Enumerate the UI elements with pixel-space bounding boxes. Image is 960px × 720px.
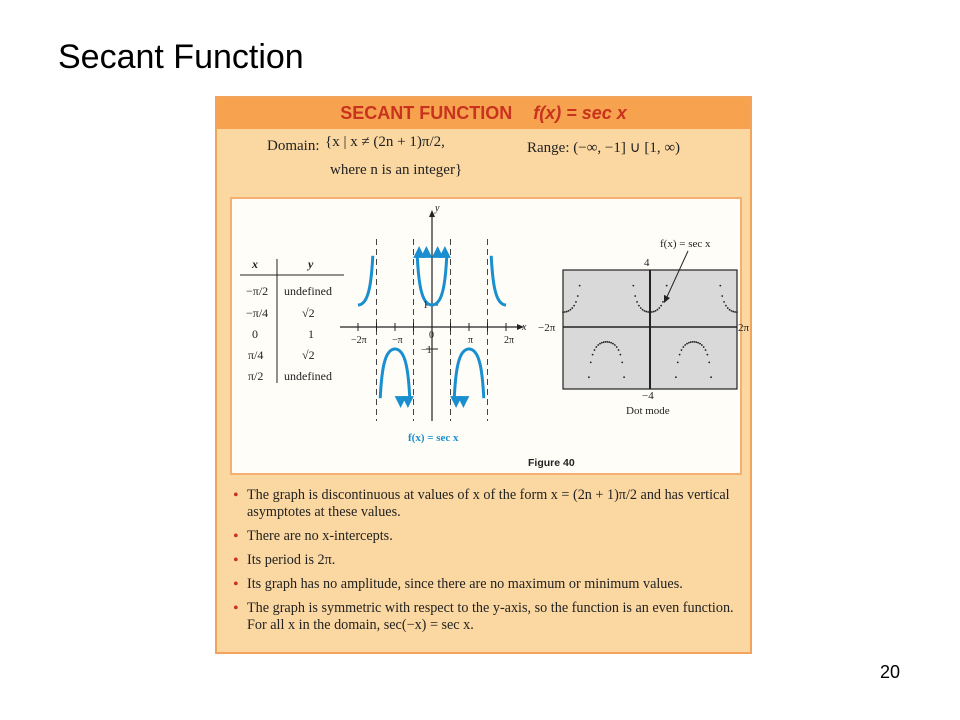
calc-dot bbox=[636, 301, 638, 303]
figure-graphic bbox=[232, 199, 750, 473]
calc-dot bbox=[649, 311, 651, 313]
table-cell-y: undefined bbox=[284, 284, 332, 298]
calc-dot bbox=[634, 295, 636, 297]
panel-header bbox=[217, 98, 750, 129]
calc-dot bbox=[623, 376, 625, 378]
domain-condition: where n is an integer} bbox=[330, 162, 463, 178]
table-cell-y: 1 bbox=[308, 327, 314, 341]
calc-dot bbox=[638, 305, 640, 307]
list-item: • The graph is discontinuous at values of x of the form x = (2n + 1)π/2 and has vertical asymptotes at these values. bbox=[231, 487, 743, 521]
curve-arrow bbox=[416, 249, 423, 256]
calc-y-min: −4 bbox=[642, 390, 654, 402]
calc-dot bbox=[653, 311, 655, 313]
calc-y-max: 4 bbox=[644, 257, 650, 269]
calc-dot bbox=[612, 343, 614, 345]
calc-dot bbox=[618, 349, 620, 351]
x-tick-label: −2π bbox=[351, 335, 367, 346]
calc-dot bbox=[619, 354, 621, 356]
calc-dot bbox=[725, 305, 727, 307]
list-item: • Its graph has no amplitude, since there are no maximum or minimum values. bbox=[231, 576, 743, 593]
calculator-screen bbox=[538, 238, 750, 417]
calc-dot bbox=[642, 309, 644, 311]
secant-graph bbox=[340, 203, 527, 444]
figure-box bbox=[230, 197, 750, 475]
calc-dot bbox=[577, 295, 579, 297]
calc-dot bbox=[632, 285, 634, 287]
calc-dot bbox=[607, 341, 609, 343]
calc-dot bbox=[647, 311, 649, 313]
calc-dot bbox=[601, 342, 603, 344]
x-tick-label: −π bbox=[392, 335, 403, 346]
curve-arrow bbox=[404, 398, 411, 405]
calc-dot bbox=[736, 311, 738, 313]
figure-caption: Figure 40 bbox=[528, 457, 575, 469]
calc-dot bbox=[608, 341, 610, 343]
table-header-x: x bbox=[252, 257, 258, 271]
curve-arrow bbox=[453, 398, 460, 405]
slide-title: Secant Function bbox=[58, 38, 304, 76]
value-table bbox=[240, 257, 344, 383]
calc-dot bbox=[695, 341, 697, 343]
calc-dot bbox=[594, 349, 596, 351]
calc-caption: Dot mode bbox=[626, 405, 670, 417]
y-axis-label: y bbox=[435, 203, 440, 214]
calc-dot bbox=[692, 341, 694, 343]
list-item: • There are no x-intercepts. bbox=[231, 528, 743, 545]
calc-dot bbox=[703, 346, 705, 348]
x-tick-label: 0 bbox=[429, 330, 434, 341]
calc-dot bbox=[734, 311, 736, 313]
calc-dot bbox=[568, 310, 570, 312]
calc-dot bbox=[610, 342, 612, 344]
calc-dot bbox=[694, 341, 696, 343]
curve-arrow bbox=[434, 249, 441, 256]
calc-dot bbox=[603, 341, 605, 343]
property-list bbox=[231, 487, 743, 641]
calc-dot bbox=[588, 376, 590, 378]
calc-dot bbox=[658, 307, 660, 309]
calc-dot bbox=[599, 343, 601, 345]
calc-dot bbox=[571, 307, 573, 309]
calc-dot bbox=[699, 343, 701, 345]
calc-dot bbox=[621, 361, 623, 363]
calc-dot bbox=[708, 361, 710, 363]
calc-dot bbox=[681, 349, 683, 351]
domain-label: Domain: bbox=[267, 138, 320, 154]
calc-dot bbox=[651, 311, 653, 313]
calc-dot bbox=[686, 343, 688, 345]
curve-arrow bbox=[441, 249, 448, 256]
table-cell-x: −π/4 bbox=[246, 306, 269, 320]
calc-dot bbox=[570, 309, 572, 311]
calc-dot bbox=[705, 349, 707, 351]
calc-dot bbox=[731, 310, 733, 312]
calc-dot bbox=[719, 285, 721, 287]
calc-dot bbox=[645, 311, 647, 313]
table-cell-x: π/2 bbox=[248, 369, 264, 383]
table-header-y: y bbox=[308, 257, 314, 271]
calc-x-max: 2π bbox=[738, 322, 750, 334]
calc-dot bbox=[655, 310, 657, 312]
table-cell-y: √2 bbox=[302, 306, 315, 320]
calc-dot bbox=[666, 285, 668, 287]
calc-dot bbox=[590, 361, 592, 363]
calc-dot bbox=[592, 354, 594, 356]
calc-dot bbox=[688, 342, 690, 344]
range-text: Range: (−∞, −1] ∪ [1, ∞) bbox=[527, 140, 681, 156]
table-cell-x: π/4 bbox=[248, 348, 264, 362]
calc-dot bbox=[662, 301, 664, 303]
table-cell-x: 0 bbox=[252, 327, 258, 341]
calc-dot bbox=[675, 376, 677, 378]
sec-curve-branch bbox=[380, 349, 410, 398]
curve-arrow bbox=[460, 398, 467, 405]
calc-dot bbox=[679, 354, 681, 356]
calc-dot bbox=[566, 311, 568, 313]
calc-x-min: −2π bbox=[538, 322, 556, 334]
x-tick-label: π bbox=[468, 335, 474, 346]
calc-dot bbox=[727, 307, 729, 309]
calc-dot bbox=[644, 310, 646, 312]
calc-dot bbox=[710, 376, 712, 378]
calc-dot bbox=[640, 307, 642, 309]
calc-dot bbox=[684, 344, 686, 346]
domain-expression: {x | x ≠ (2n + 1)π/2, bbox=[325, 134, 445, 150]
sec-curve-branch bbox=[358, 256, 373, 305]
x-tick-label: 2π bbox=[504, 335, 515, 346]
curve-arrow bbox=[423, 249, 430, 256]
table-cell-y: √2 bbox=[302, 348, 315, 362]
table-cell-x: −π/2 bbox=[246, 284, 269, 298]
calc-dot bbox=[697, 342, 699, 344]
calc-dot bbox=[690, 341, 692, 343]
calc-dot bbox=[701, 344, 703, 346]
list-item: • The graph is symmetric with respect to the y-axis, so the function is an even function. For all x in the domain, sec(−x) = sec x. bbox=[231, 600, 743, 634]
y-tick-label: −1 bbox=[421, 345, 432, 356]
calc-dot bbox=[660, 305, 662, 307]
sec-curve-branch bbox=[454, 349, 484, 398]
calc-dot bbox=[579, 285, 581, 287]
calc-dot bbox=[723, 301, 725, 303]
x-axis-label: x bbox=[522, 322, 527, 333]
calc-dot bbox=[597, 344, 599, 346]
calc-dot bbox=[732, 311, 734, 313]
calc-dot bbox=[729, 309, 731, 311]
calc-dot bbox=[573, 305, 575, 307]
panel-header-name: SECANT FUNCTION bbox=[340, 103, 513, 123]
calc-dot bbox=[595, 346, 597, 348]
calc-dot bbox=[682, 346, 684, 348]
y-tick-label: 1 bbox=[423, 300, 428, 311]
calc-dot bbox=[657, 309, 659, 311]
calc-dot bbox=[605, 341, 607, 343]
calc-dot bbox=[614, 344, 616, 346]
calc-dot bbox=[564, 311, 566, 313]
curve-arrow bbox=[397, 398, 404, 405]
page-number: 20 bbox=[880, 662, 901, 682]
calc-annotation: f(x) = sec x bbox=[660, 238, 711, 250]
calc-dot bbox=[677, 361, 679, 363]
list-item: • Its period is 2π. bbox=[231, 552, 743, 569]
secant-function-panel bbox=[215, 96, 752, 654]
calc-dot bbox=[721, 295, 723, 297]
calc-dot bbox=[562, 311, 564, 313]
calc-dot bbox=[706, 354, 708, 356]
calc-dot bbox=[616, 346, 618, 348]
sec-curve-branch bbox=[491, 256, 506, 305]
table-cell-y: undefined bbox=[284, 369, 332, 383]
calc-dot bbox=[575, 301, 577, 303]
curve-label: f(x) = sec x bbox=[408, 432, 459, 444]
panel-header-formula: f(x) = sec x bbox=[533, 103, 627, 123]
